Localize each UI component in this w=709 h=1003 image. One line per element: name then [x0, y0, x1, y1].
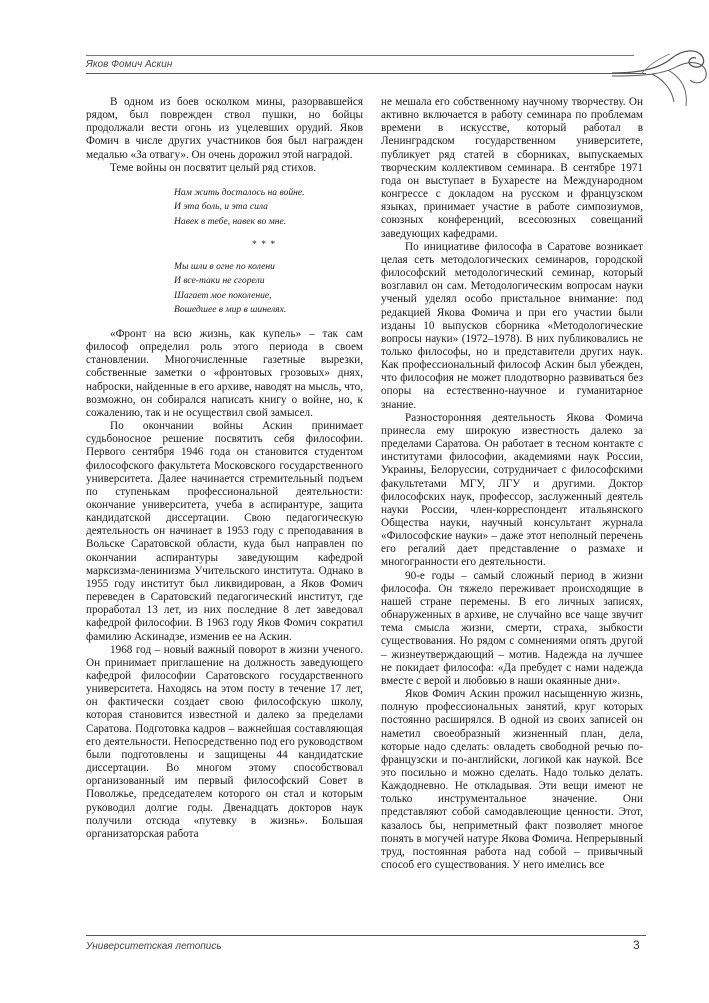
paragraph: Разносторонняя деятельность Якова Фомича принесла ему широкую известность далеко за пределами Саратова. Он работает в тесном контакте с институтами философии, академиями наук России, Украины, Белоруссии, сотрудничает с философскими факультетами МГУ, ЛГУ и другими. Доктор философских наук, профессор, заслуженный деятель науки России, член-корреспондент итальянского Общества науки, научный консультант журнала «Философские науки» – даже этот неполный перечень его регалий дает представление о размахе и многогранности его деятельности. [381, 411, 643, 569]
header-top-rule [86, 55, 634, 56]
poem-line: И эта боль, и эта сила [174, 201, 268, 213]
paragraph: Яков Фомич Аскин прожил насыщенную жизнь, полную профессиональных занятий, круг которых постоянно расширялся. В одной из своих записей он наметил своеобразный жизненный план, дела, которые надо сделать: овладеть свободной речью по-французски и по-английски, логикой как наукой. Все это посильно и можно сделать. Надо только делать. Каждодневно. Не откладывая. Эти вещи имеют не только инструментальное значение. Они представляют собой самодавлеющие ценности. Этот, казалось бы, неприметный факт позволяет многое понять в могучей натуре Якова Фомича. Непрерывный труд, постоянная работа над собой – привычный способ его существования. У него имелись все [381, 688, 643, 872]
paragraph: По окончании войны Аскин принимает судьбоносное решение посвятить себя философии. Первого сентября 1946 года он становится студентом философского факультета Московского государственного университета. Далее начинается стремительный подъем по ступенькам профессиональной деятельности: окончание университета, учеба в аспирантуре, защита кандидатской диссертации. Свою педагогическую деятельность он начинает в 1953 году с преподавания в Вольске Саратовской области, куда был направлен по окончании аспирантуры заведующим кафедрой марксизма-ленинизма Учительского института. Однако в 1955 году институт был ликвидирован, а Яков Фомич переведен в Саратовский педагогический институт, где проработал 13 лет, из них последние 8 лет заведовал кафедрой философии. В 1963 году Яков Фомич сократил фамилию Аскинадзе, изменив ее на Аскин. [86, 420, 363, 643]
journal-name: Университетская летопись [86, 941, 222, 952]
running-title: Яков Фомич Аскин [86, 59, 173, 70]
poem-stanza [174, 186, 363, 230]
poem-line: Мы шли в огне по колени [174, 260, 275, 272]
page-number: 3 [633, 938, 640, 952]
poem-stanza [174, 260, 363, 318]
paragraph: 90-е годы – самый сложный период в жизни философа. Он тяжело переживает происходящие в нашей стране перемены. В его личных записях, обнаруженных в архиве, не случайно все чаще звучит тема смысла жизни, смерти, страха, зыбкости существования. Но рядом с сомнениями опять другой – жизнеутверждающий – мотив. Надежда на лучшее не покидает философа: «Да пребудет с нами надежда вместе с верой и любовью в наши окаянные дни». [381, 569, 643, 687]
paragraph: Теме войны он посвятит целый ряд стихов. [110, 161, 317, 174]
left-column [86, 96, 363, 841]
paragraph: «Фронт на всю жизнь, как купель» – так сам философ определил роль этого периода в своем становлении. Многочисленные газетные вырезки, собственные заметки о «фронтовых грозовых» днях, наброски, найденные в его архиве, наводят на мысль, что, возможно, он собирался написать книгу о войне, но, к сожалению, так и не осуществил свой замысел. [86, 327, 363, 419]
footer-rule [86, 935, 646, 936]
poem-line: Шагает мое поколение, [174, 289, 272, 301]
paragraph: 1968 год – новый важный поворот в жизни ученого. Он принимает приглашение на должность заведующего кафедрой философии Саратовского государственного университета. Находясь на этом посту в течение 17 лет, он фактически создает свою философскую школу, которая становится известной и далеко за пределами Саратова. Подготовка кадров – важнейшая составляющая его деятельности. Непосредственно под его руководством были подготовлены и защищены 44 кандидатские диссертации. Во многом этому способствовал организованный им первый философский Совет в Поволжье, председателем которого он стал и которым руководил долгие годы. Двенадцать докторов наук получили отсюда «путевку в жизнь». Большая организаторская работа [86, 643, 363, 840]
poem-line: Навек в тебе, навек во мне. [174, 215, 287, 227]
right-column [381, 96, 643, 872]
poem-separator: * * * [252, 239, 277, 251]
poem-line: Нам жить досталось на войне. [174, 186, 305, 198]
poem-line: И все-таки не сгорели [174, 275, 265, 287]
paragraph: не мешала его собственному научному творчеству. Он активно включается в работу семинара по проблемам времени в искусстве, который работал в Ленинградском государственном университете, публикует ряд статей в сборниках, выпускаемых творческим коллективом семинара. В сентябре 1971 года он выступает в Бухаресте на Международном конгрессе с докладом на русском и французском языках, принимает участие в работе симпозиумов, союзных конференций, всесоюзных совещаний заведующих кафедрами. [381, 96, 643, 240]
poem [174, 186, 363, 318]
paragraph: В одном из боев осколком мины, разорвавшейся рядом, был поврежден ствол пушки, но бойцы продолжали вести огонь из уцелевших орудий. Яков Фомич в числе других участников боя был награжден медалью «За отвагу». Он очень дорожил этой наградой. [86, 96, 363, 161]
paragraph: По инициативе философа в Саратове возникает целая сеть методологических семинаров, городской философский методологический семинар, который возглавил он сам. Методологическим вопросам науки ученый уделял особо пристальное внимание: под редакцией Якова Фомича и при его участии были изданы 10 выпусков сборника «Методологические вопросы науки» (1972–1978). В них публиковались не только философы, но и представители других наук. Как профессиональный философ Аскин был убежден, что философия не может плодотворно развиваться без опоры на естественно-научное и гуманитарное знание. [381, 240, 643, 411]
poem-line: Вошедшее в мир в шинелях. [174, 304, 287, 316]
header-rule [86, 73, 646, 74]
